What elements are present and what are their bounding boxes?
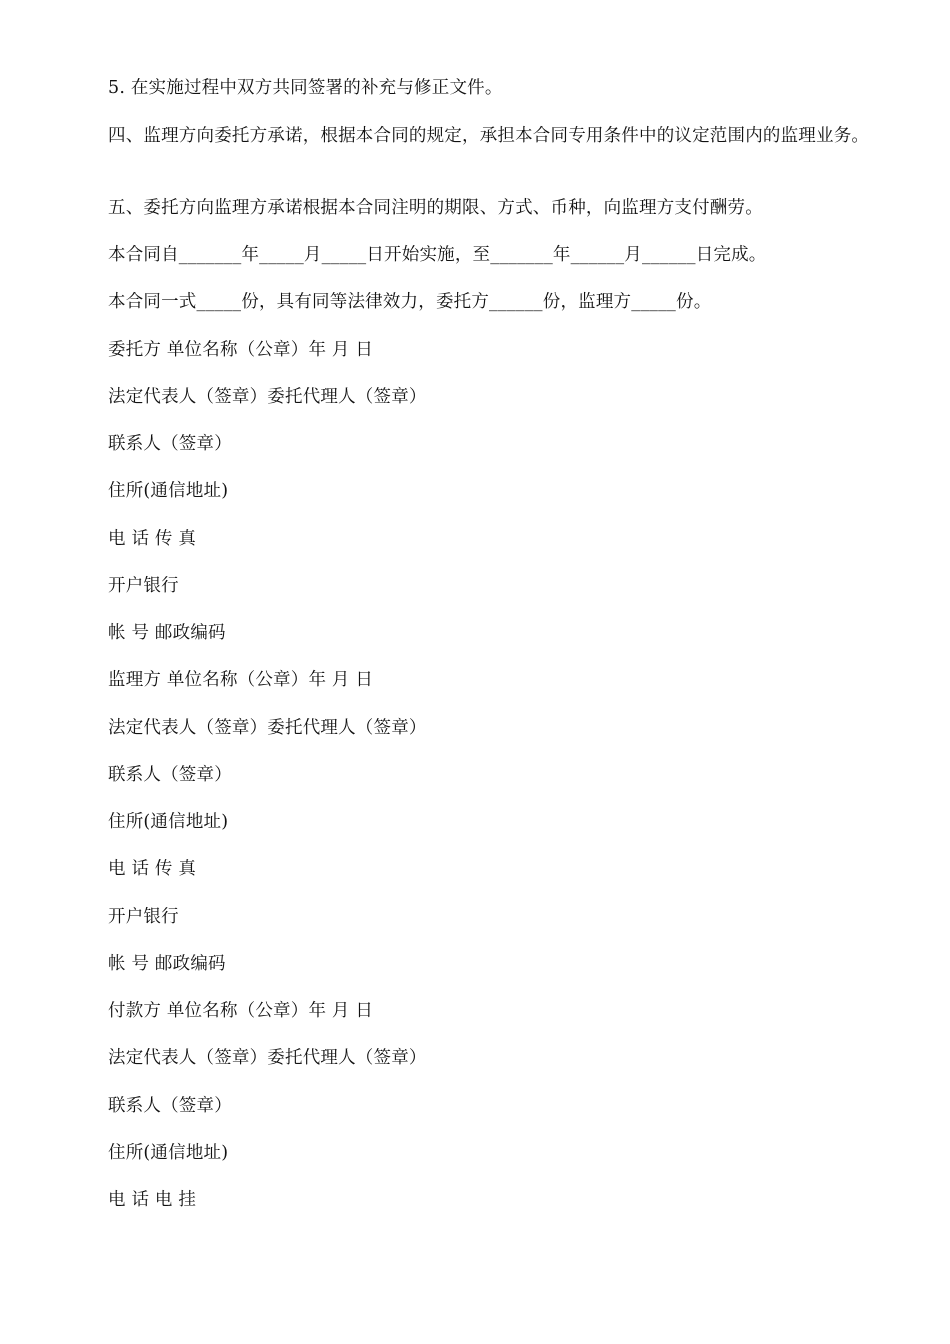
- clause-four-supervisor-promise: 四、监理方向委托方承诺，根据本合同的规定，承担本合同专用条件中的议定范围内的监理业务。: [108, 126, 870, 146]
- client-bank: 开户银行: [108, 576, 179, 596]
- supervisor-account-postcode: 帐 号 邮政编码: [108, 954, 226, 974]
- supervisor-unit-name: 监理方 单位名称（公章）年 月 日: [108, 670, 374, 690]
- supervisor-address: 住所(通信地址): [108, 812, 229, 832]
- payer-unit-name: 付款方 单位名称（公章）年 月 日: [108, 1001, 374, 1021]
- payer-contact: 联系人（签章）: [108, 1096, 232, 1116]
- payer-phone-cable: 电 话 电 挂: [108, 1190, 197, 1210]
- supervisor-contact: 联系人（签章）: [108, 765, 232, 785]
- client-phone-fax: 电 话 传 真: [108, 529, 197, 549]
- contract-period-line: 本合同自_______年_____月_____日开始实施，至_______年______月______日完成。: [108, 245, 767, 265]
- payer-legal-rep: 法定代表人（签章）委托代理人（签章）: [108, 1048, 427, 1068]
- supervisor-bank: 开户银行: [108, 907, 179, 927]
- client-address: 住所(通信地址): [108, 481, 229, 501]
- supervisor-legal-rep: 法定代表人（签章）委托代理人（签章）: [108, 718, 427, 738]
- supervisor-phone-fax: 电 话 传 真: [108, 859, 197, 879]
- client-legal-rep: 法定代表人（签章）委托代理人（签章）: [108, 387, 427, 407]
- clause-5-supplements: 5. 在实施过程中双方共同签署的补充与修正文件。: [108, 78, 503, 98]
- client-unit-name: 委托方 单位名称（公章）年 月 日: [108, 340, 374, 360]
- payer-address: 住所(通信地址): [108, 1143, 229, 1163]
- contract-copies-line: 本合同一式_____份，具有同等法律效力，委托方______份，监理方_____份。: [108, 292, 712, 312]
- client-account-postcode: 帐 号 邮政编码: [108, 623, 226, 643]
- client-contact: 联系人（签章）: [108, 434, 232, 454]
- clause-five-client-promise: 五、委托方向监理方承诺根据本合同注明的期限、方式、币种，向监理方支付酬劳。: [108, 198, 763, 218]
